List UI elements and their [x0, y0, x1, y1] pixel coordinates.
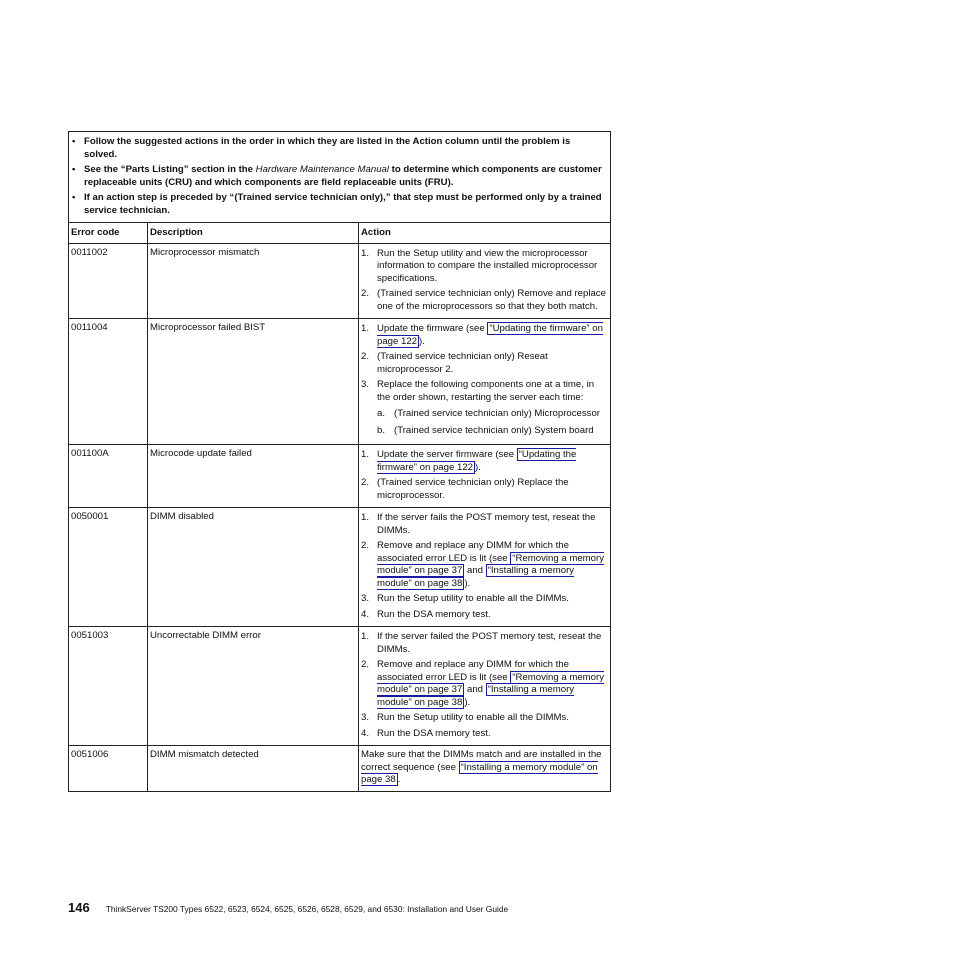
error-code: 0050001	[69, 508, 148, 627]
action	[359, 445, 611, 508]
step-text-part: Remove and replace any DIMM for which the associated error LED is lit (see	[377, 540, 569, 564]
description: DIMM mismatch detected	[148, 746, 359, 792]
action-step	[361, 351, 608, 376]
action-step	[361, 477, 608, 502]
description: Microprocessor mismatch	[148, 243, 359, 319]
action	[359, 243, 611, 319]
note-text-part: See the “	[84, 164, 126, 175]
table-row	[69, 319, 611, 445]
step-text	[377, 323, 608, 348]
table-row	[69, 508, 611, 627]
sub-step-text: (Trained service technician only) System board	[394, 424, 594, 436]
installing-memory-module-link[interactable]: “Installing a memory module” on page 38	[361, 761, 598, 785]
footer-title: ThinkServer TS200 Types 6522, 6523, 6524, 6525, 6526, 6528, 6529, and 6530: Installation and User Guide	[105, 904, 509, 914]
step-text-part: Replace the following components one at a time, in the order shown, restarting the server each time:	[377, 379, 595, 403]
error-code-table	[68, 131, 611, 792]
step-text-part: Remove and replace any DIMM for which the associated error LED is lit (see	[377, 659, 569, 683]
step-number: 2.	[361, 351, 370, 362]
note-1	[71, 136, 606, 161]
step-number: 1.	[361, 323, 370, 334]
step-text: Run the DSA memory test.	[377, 727, 491, 739]
table-row	[69, 627, 611, 746]
bullet: •	[72, 136, 76, 147]
action-step	[361, 631, 608, 656]
step-number: 3.	[361, 593, 370, 604]
sub-step	[377, 408, 608, 421]
sub-step-text: (Trained service technician only) Microprocessor	[394, 408, 600, 419]
step-number: 2.	[361, 288, 370, 299]
table-row	[69, 243, 611, 319]
step-number: 1.	[361, 247, 370, 259]
step-text-part: Update the server firmware (see	[377, 449, 517, 460]
action-step	[361, 659, 608, 709]
action-step	[361, 323, 608, 348]
action-text-part: Make sure that the DIMMs match and are installed in the correct sequence (see	[361, 749, 602, 773]
updating-firmware-link[interactable]: “Updating the firmware” on page 122	[377, 449, 577, 473]
step-text-part: ).	[419, 335, 425, 347]
step-number: 3.	[361, 379, 370, 390]
step-number: 2.	[361, 540, 370, 551]
step-number: 4.	[361, 608, 370, 620]
action-step	[361, 728, 608, 741]
table-row	[69, 445, 611, 508]
page-number: 146	[68, 900, 90, 915]
removing-memory-module-link[interactable]: “Removing a memory module” on page 37	[377, 552, 604, 576]
installing-memory-module-link[interactable]: “Installing a memory module” on page 38	[377, 684, 575, 708]
note-text: If an action step is preceded by “(Trained service technician only),” that step must be performed only by a trained service technician.	[84, 192, 602, 216]
error-code: 001100A	[69, 445, 148, 508]
error-code: 0011002	[69, 243, 148, 319]
page-footer	[68, 900, 508, 915]
step-number: 1.	[361, 631, 370, 642]
step-text	[377, 379, 608, 439]
step-text-part: ).	[475, 461, 481, 473]
step-text	[377, 540, 608, 590]
note-text-part: Parts Listing	[125, 164, 184, 175]
error-code: 0051003	[69, 627, 148, 746]
removing-memory-module-link[interactable]: “Removing a memory module” on page 37	[377, 671, 604, 695]
step-text: If the server fails the POST memory test, reseat the DIMMs.	[377, 512, 596, 536]
sub-step	[377, 425, 608, 438]
sub-step-marker: b.	[377, 424, 386, 436]
action-step	[361, 512, 608, 537]
note-text	[84, 164, 606, 189]
step-number: 4.	[361, 727, 370, 739]
step-text-part: and	[464, 684, 486, 695]
installing-memory-module-link[interactable]: “Installing a memory module” on page 38	[377, 565, 575, 589]
description: DIMM disabled	[148, 508, 359, 627]
step-number: 2.	[361, 659, 370, 670]
action-step	[361, 609, 608, 622]
action-step	[361, 593, 608, 606]
step-text: Run the Setup utility and view the microprocessor information to compare the installed microprocessor specifications.	[377, 247, 598, 284]
bullet: •	[72, 192, 76, 203]
action-step	[361, 288, 608, 313]
step-text: (Trained service technician only) Remove and replace one of the microprocessors so that they both match.	[377, 288, 606, 312]
step-text-part: and	[464, 565, 486, 576]
step-text-part: Update the firmware (see	[377, 323, 488, 334]
action	[359, 627, 611, 746]
description: Microprocessor failed BIST	[148, 319, 359, 445]
sub-step-marker: a.	[377, 408, 386, 419]
error-code: 0051006	[69, 746, 148, 792]
header-description: Description	[148, 223, 359, 244]
step-text: Run the Setup utility to enable all the DIMMs.	[377, 593, 569, 604]
note-3	[71, 192, 606, 217]
step-text: If the server failed the POST memory test, reseat the DIMMs.	[377, 631, 602, 655]
step-number: 1.	[361, 449, 370, 460]
header-error-code: Error code	[69, 223, 148, 244]
step-text: (Trained service technician only) Replace the microprocessor.	[377, 477, 569, 501]
step-text-part: ).	[464, 577, 471, 589]
manual-title: Hardware Maintenance Manual	[255, 164, 389, 175]
step-text: (Trained service technician only) Reseat microprocessor 2.	[377, 351, 548, 375]
action-step	[361, 712, 608, 725]
step-text: Run the DSA memory test.	[377, 608, 491, 620]
description: Microcode update failed	[148, 445, 359, 508]
note-text: Follow the suggested actions in the order in which they are listed in the Action column until the problem is solved.	[84, 136, 571, 160]
action-step	[361, 248, 608, 286]
step-text	[377, 659, 608, 709]
header-row	[69, 223, 611, 244]
header-action: Action	[359, 223, 611, 244]
table-row	[69, 746, 611, 792]
action-step	[361, 540, 608, 590]
step-text: Run the Setup utility to enable all the DIMMs.	[377, 712, 569, 723]
step-number: 3.	[361, 712, 370, 723]
action	[359, 319, 611, 445]
action-text-part: .	[397, 774, 401, 785]
note-text-part: ” section in the	[183, 164, 256, 175]
error-code: 0011004	[69, 319, 148, 445]
action	[359, 746, 611, 792]
notes-row	[69, 132, 611, 223]
step-number: 2.	[361, 477, 370, 488]
action	[359, 508, 611, 627]
notes-cell	[69, 132, 611, 223]
step-number: 1.	[361, 512, 370, 523]
step-text-part: ).	[464, 696, 471, 708]
bullet: •	[72, 164, 76, 175]
action-step	[361, 379, 608, 439]
action-step	[361, 449, 608, 474]
note-text-part: to determine which components are customer replaceable units (CRU) and which components are field replaceable units (FRU).	[84, 164, 602, 188]
updating-firmware-link[interactable]: “Updating the firmware” on page 122	[377, 323, 603, 347]
step-text	[377, 449, 608, 474]
note-2	[71, 164, 606, 189]
description: Uncorrectable DIMM error	[148, 627, 359, 746]
